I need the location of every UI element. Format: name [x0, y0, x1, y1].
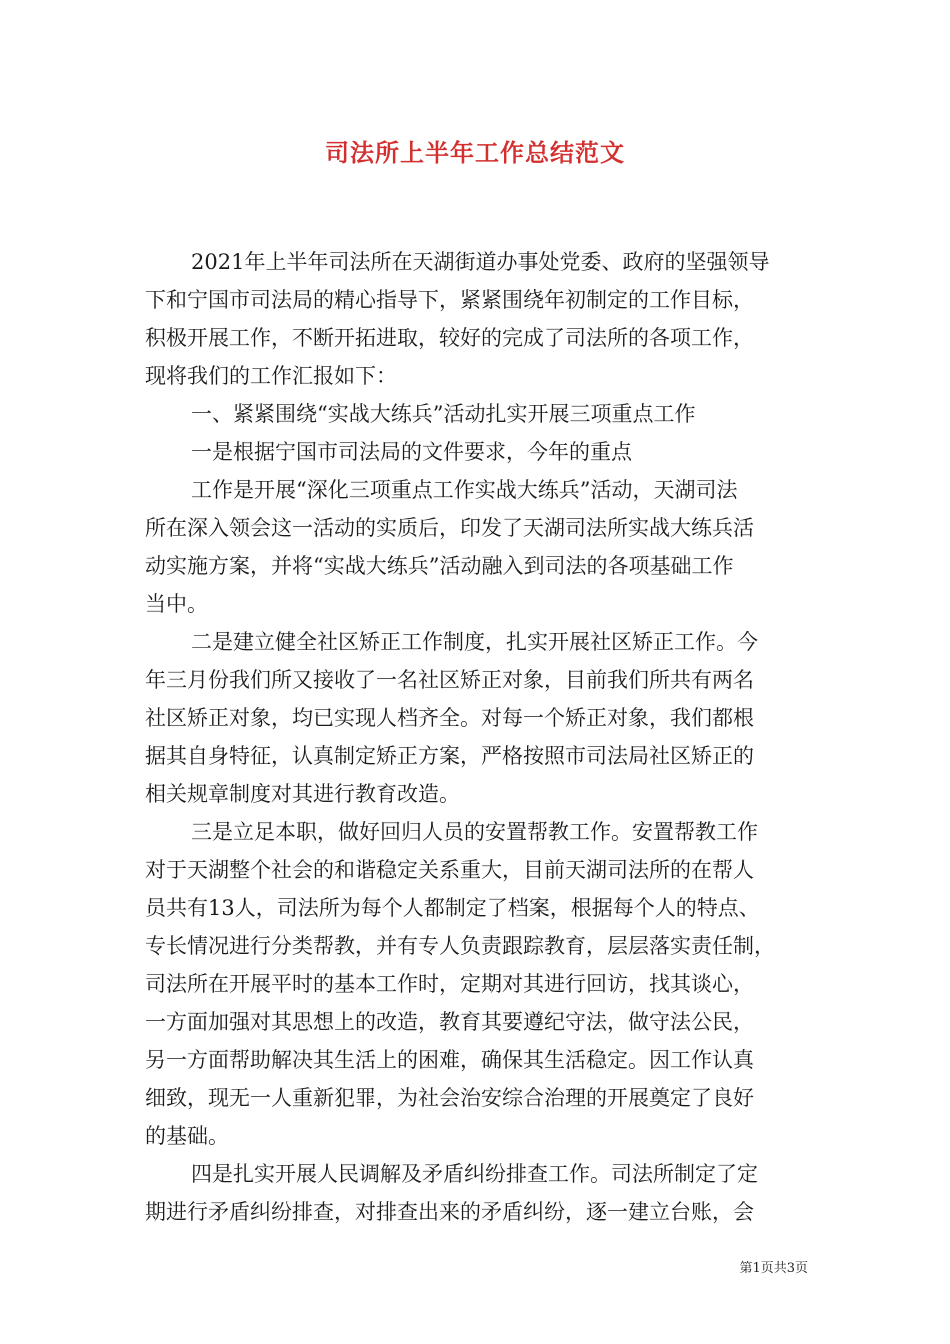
- text-line: 当中。: [145, 592, 208, 616]
- text-line: 二是建立健全社区矫正工作制度，扎实开展社区矫正工作。今: [191, 630, 758, 654]
- text-line: 相关规章制度对其进行教育改造。: [145, 782, 460, 806]
- text-line: 下和宁国市司法局的精心指导下，紧紧围绕年初制定的工作目标，: [145, 288, 754, 312]
- text-line: 年三月份我们所又接收了一名社区矫正对象，目前我们所共有两名: [145, 668, 754, 692]
- text-line: 专长情况进行分类帮教，并有专人负责跟踪教育，层层落实责任制，: [145, 934, 775, 958]
- text-line: 四是扎实开展人民调解及矛盾纠纷排查工作。司法所制定了定: [191, 1162, 758, 1186]
- text-line: 2021年上半年司法所在天湖街道办事处党委、政府的坚强领导: [191, 250, 770, 274]
- text-line: 三是立足本职，做好回归人员的安置帮教工作。安置帮教工作: [191, 820, 758, 844]
- page-title: 司法所上半年工作总结范文: [325, 138, 625, 167]
- text-line: 另一方面帮助解决其生活上的困难，确保其生活稳定。因工作认真: [145, 1048, 754, 1072]
- text-line: 一方面加强对其思想上的改造，教育其要遵纪守法，做守法公民，: [145, 1010, 754, 1034]
- text-line: 对于天湖整个社会的和谐稳定关系重大，目前天湖司法所的在帮人: [145, 858, 754, 882]
- text-line: 积极开展工作，不断开拓进取，较好的完成了司法所的各项工作，: [145, 326, 754, 350]
- page-number: 第1页共3页: [739, 1261, 808, 1276]
- text-line: 细致，现无一人重新犯罪，为社会治安综合治理的开展奠定了良好: [145, 1086, 754, 1110]
- text-line: 员共有13人，司法所为每个人都制定了档案，根据每个人的特点、: [145, 896, 760, 920]
- text-line: 一是根据宁国市司法局的文件要求，今年的重点: [191, 440, 632, 464]
- text-line: 的基础。: [145, 1124, 229, 1148]
- text-line: 工作是开展“深化三项重点工作实战大练兵”活动，天湖司法: [191, 478, 738, 502]
- text-line: 所在深入领会这一活动的实质后，印发了天湖司法所实战大练兵活: [145, 516, 754, 540]
- text-line: 现将我们的工作汇报如下：: [145, 364, 397, 388]
- text-line: 社区矫正对象，均已实现人档齐全。对每一个矫正对象，我们都根: [145, 706, 754, 730]
- text-line: 期进行矛盾纠纷排查，对排查出来的矛盾纠纷，逐一建立台账，会: [145, 1200, 754, 1224]
- text-line: 司法所在开展平时的基本工作时，定期对其进行回访，找其谈心，: [145, 972, 754, 996]
- text-line: 据其自身特征，认真制定矫正方案，严格按照市司法局社区矫正的: [145, 744, 754, 768]
- section-heading: 一、紧紧围绕“实战大练兵”活动扎实开展三项重点工作: [191, 402, 696, 426]
- text-line: 动实施方案，并将“实战大练兵”活动融入到司法的各项基础工作: [145, 554, 734, 578]
